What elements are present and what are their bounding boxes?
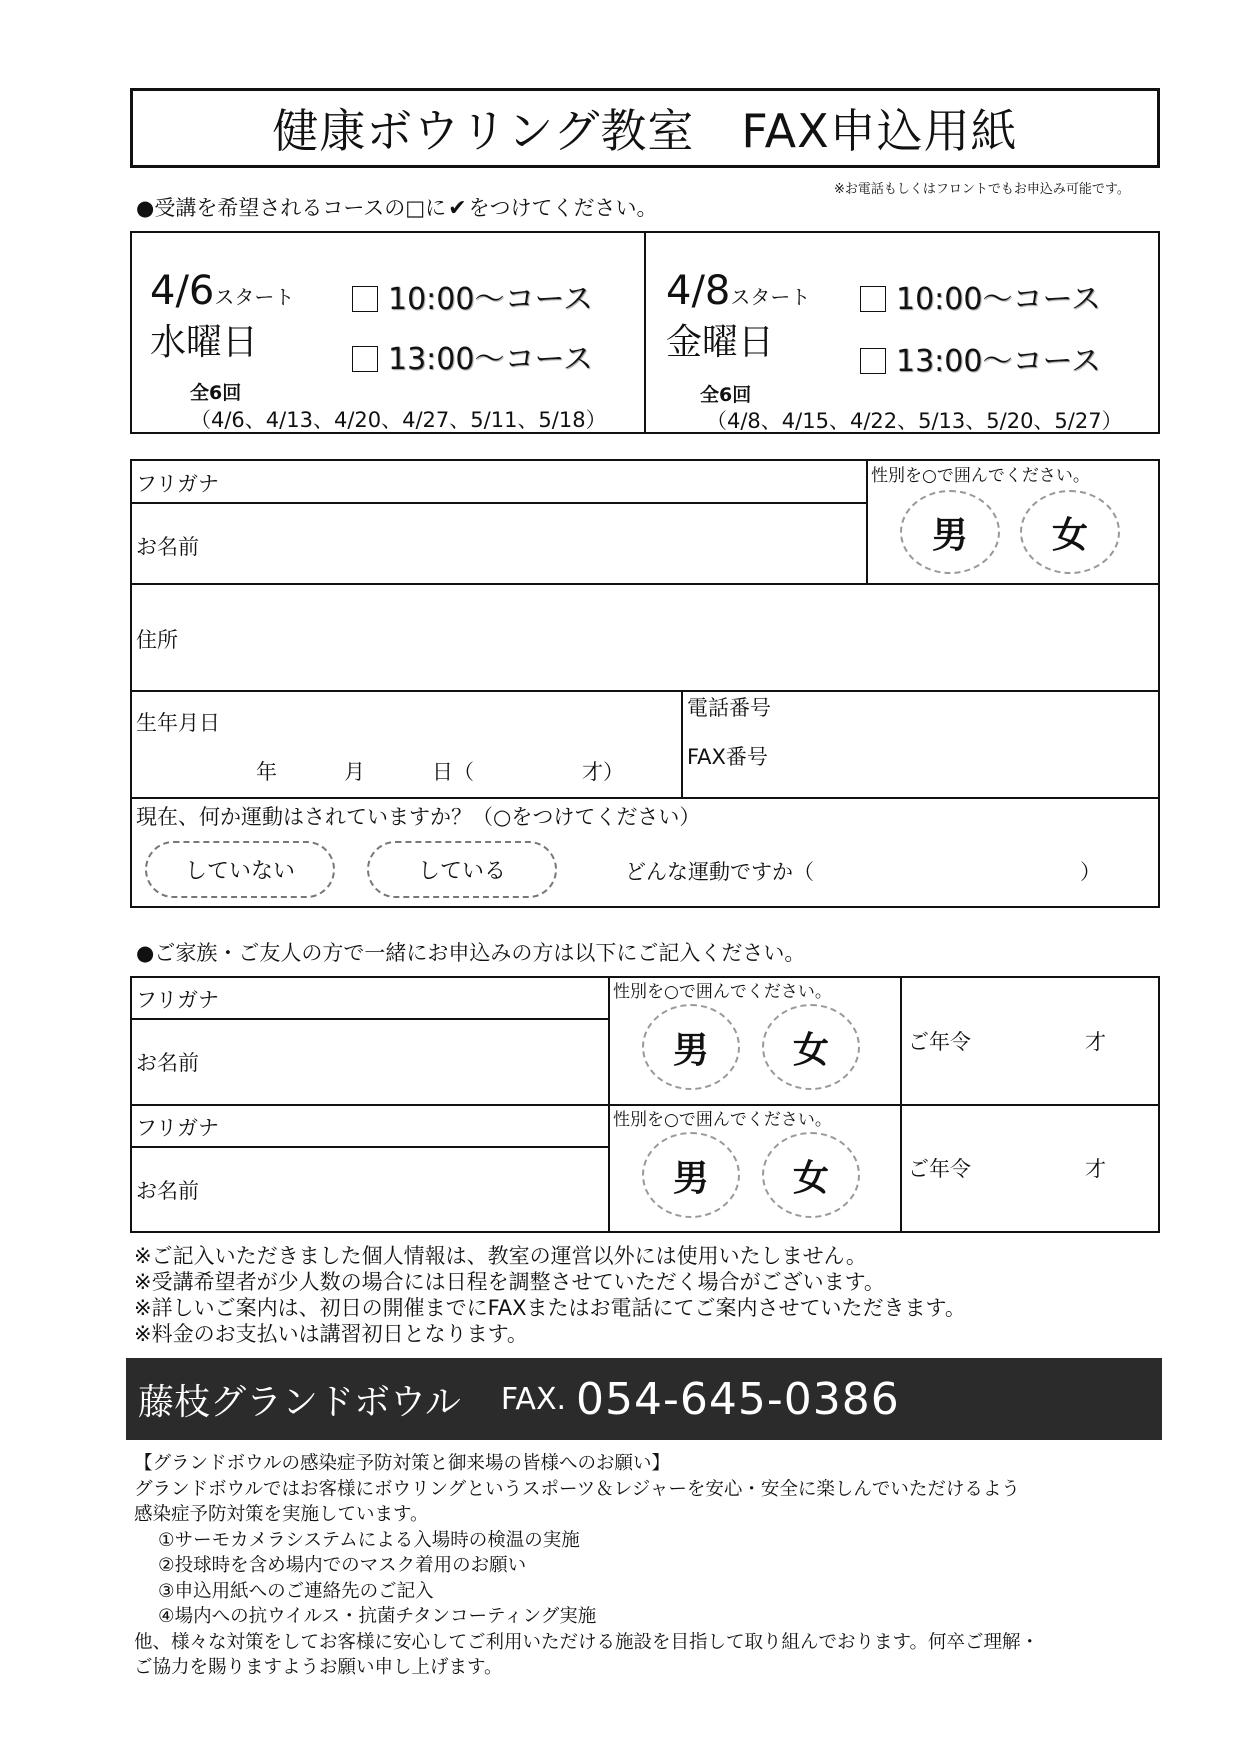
fax-number: 054-645-0386 bbox=[576, 1373, 900, 1425]
safety-item: ①サーモカメラシステムによる入場時の検温の実施 bbox=[158, 1529, 580, 1551]
birthdate-label: 生年月日 bbox=[136, 711, 220, 735]
col-line bbox=[681, 690, 683, 798]
col-line bbox=[608, 976, 610, 1233]
course-2-option-1300[interactable] bbox=[860, 336, 1101, 380]
checkbox-icon[interactable] bbox=[352, 346, 378, 372]
companion-2-female-option[interactable]: 女 bbox=[762, 1132, 860, 1218]
companion-2-age-unit: 才 bbox=[1085, 1157, 1106, 1181]
companion-1-furigana-input[interactable] bbox=[280, 979, 600, 1015]
safety-heading: 【グランドボウルの感染症予防対策と御来場の皆様へのお願い】 bbox=[134, 1453, 670, 1474]
exercise-kind-close: ） bbox=[1080, 860, 1101, 884]
fax-label: FAX番号 bbox=[687, 745, 768, 769]
address-input[interactable] bbox=[220, 588, 1150, 686]
course-2-option-1300-label: 13:00～コース bbox=[896, 344, 1101, 379]
venue-name: 藤枝グランドボウル bbox=[138, 1381, 461, 1423]
companion-2-male-option[interactable]: 男 bbox=[642, 1132, 740, 1218]
companion-2-furigana-input[interactable] bbox=[280, 1107, 600, 1143]
safety-intro-1: グランドボウルではお客様にボウリングというスポーツ＆レジャーを安心・安全に楽しんでいただけるよう bbox=[134, 1478, 1020, 1500]
fax-input[interactable] bbox=[800, 740, 1150, 776]
safety-intro-2: 感染症予防対策を実施しています。 bbox=[134, 1504, 429, 1525]
name-input[interactable] bbox=[300, 506, 860, 580]
col-line bbox=[900, 976, 902, 1233]
footer-bar bbox=[126, 1358, 1162, 1440]
note-item: ※ご記入いただきました個人情報は、教室の運営以外には使用いたしません。 bbox=[134, 1244, 867, 1268]
companion-1-age-input[interactable] bbox=[990, 1016, 1080, 1056]
companion-note: ●ご家族・ご友人の方で一緒にお申込みの方は以下にご記入ください。 bbox=[136, 941, 806, 965]
checkbox-icon[interactable] bbox=[352, 286, 378, 312]
furigana-input[interactable] bbox=[300, 462, 860, 500]
row-line bbox=[130, 502, 867, 504]
row-line bbox=[130, 1146, 609, 1148]
course-2-date bbox=[666, 268, 810, 314]
course-1-sessions: 全6回 bbox=[190, 382, 242, 404]
safety-section bbox=[134, 1451, 1039, 1681]
exercise-kind-label: どんな運動ですか（ bbox=[625, 860, 814, 884]
checkbox-icon[interactable] bbox=[860, 286, 886, 312]
course-1-date-value: 4/6 bbox=[150, 268, 215, 314]
course-1-date bbox=[150, 268, 294, 314]
companion-1-name-input[interactable] bbox=[280, 1022, 600, 1100]
birthdate-input[interactable] bbox=[140, 735, 670, 791]
furigana-label: フリガナ bbox=[136, 472, 219, 496]
course-1-option-1300[interactable] bbox=[352, 334, 593, 378]
course-2-start-label: スタート bbox=[730, 285, 811, 309]
phone-note: ※お電話もしくはフロントでもお申込み可能です。 bbox=[834, 182, 1130, 197]
col-line bbox=[866, 459, 868, 584]
note-item: ※料金のお支払いは講習初日となります。 bbox=[134, 1322, 528, 1346]
companion-1-male-option[interactable]: 男 bbox=[642, 1004, 740, 1090]
course-divider bbox=[644, 231, 646, 434]
birth-day-unit: 日（ bbox=[432, 760, 474, 784]
course-instruction-suffix: をつけてください。 bbox=[468, 196, 658, 220]
companion-1-age-unit: 才 bbox=[1085, 1030, 1106, 1054]
gender-note: 性別を○で囲んでください。 bbox=[871, 466, 1090, 486]
companion-2-name-input[interactable] bbox=[280, 1150, 600, 1228]
course-2-sessions: 全6回 bbox=[700, 384, 752, 406]
exercise-no-option[interactable]: していない bbox=[145, 841, 335, 898]
birth-year-unit: 年 bbox=[256, 760, 277, 784]
row-line bbox=[130, 1018, 609, 1020]
page-title: 健康ボウリング教室 FAX申込用紙 bbox=[130, 88, 1160, 168]
companion-2-age-input[interactable] bbox=[990, 1143, 1080, 1183]
companion-2-furigana-label: フリガナ bbox=[136, 1116, 219, 1140]
address-label: 住所 bbox=[136, 628, 178, 652]
check-icon: ✔ bbox=[448, 196, 467, 221]
gender-female-option[interactable]: 女 bbox=[1020, 490, 1120, 574]
birth-month-unit: 月 bbox=[344, 760, 365, 784]
course-1-option-1000-label: 10:00～コース bbox=[388, 282, 593, 317]
course-1-start-label: スタート bbox=[214, 285, 295, 309]
safety-closing-2: ご協力を賜りますようお願い申し上げます。 bbox=[134, 1657, 503, 1678]
note-item: ※受講希望者が少人数の場合には日程を調整させていただく場合がございます。 bbox=[134, 1270, 885, 1294]
exercise-yes-option[interactable]: している bbox=[367, 841, 557, 898]
name-label: お名前 bbox=[136, 535, 199, 559]
course-instruction-prefix: ●受講を希望されるコースの□に bbox=[136, 196, 447, 220]
note-item: ※詳しいご案内は、初日の開催までにFAXまたはお電話にてご案内させていただきます。 bbox=[134, 1296, 966, 1320]
course-2-date-value: 4/8 bbox=[666, 268, 731, 314]
exercise-kind-input[interactable] bbox=[830, 846, 1070, 890]
safety-item: ②投球時を含め場内でのマスク着用のお願い bbox=[158, 1555, 527, 1576]
companion-1-age-label: ご年令 bbox=[908, 1030, 971, 1054]
phone-input[interactable] bbox=[800, 692, 1150, 728]
course-2-option-1000-label: 10:00～コース bbox=[896, 282, 1101, 317]
gender-male-option[interactable]: 男 bbox=[900, 490, 1000, 574]
companion-1-gender-note: 性別を○で囲んでください。 bbox=[613, 982, 832, 1002]
age-unit: 才） bbox=[582, 760, 624, 784]
checkbox-icon[interactable] bbox=[860, 348, 886, 374]
course-2-option-1000[interactable] bbox=[860, 274, 1101, 318]
companion-1-name-label: お名前 bbox=[136, 1051, 199, 1075]
companion-1-female-option[interactable]: 女 bbox=[762, 1004, 860, 1090]
phone-label: 電話番号 bbox=[687, 696, 771, 720]
course-1-weekday: 水曜日 bbox=[150, 322, 259, 363]
course-1-option-1300-label: 13:00～コース bbox=[388, 342, 593, 377]
safety-closing-1: 他、様々な対策をしてお客様に安心してご利用いただける施設を目指して取り組んでおります。何卒ご理解・ bbox=[134, 1631, 1040, 1653]
companion-1-furigana-label: フリガナ bbox=[136, 988, 219, 1012]
fax-prefix: FAX. bbox=[500, 1381, 567, 1417]
safety-item: ③申込用紙へのご連絡先のご記入 bbox=[158, 1580, 434, 1602]
course-2-weekday: 金曜日 bbox=[666, 322, 775, 363]
course-1-dates: （4/6、4/13、4/20、4/27、5/11、5/18） bbox=[190, 408, 607, 432]
course-instruction bbox=[136, 192, 658, 222]
safety-item: ④場内への抗ウイルス・抗菌チタンコーティング実施 bbox=[158, 1606, 597, 1627]
companion-2-name-label: お名前 bbox=[136, 1179, 199, 1203]
companion-2-gender-note: 性別を○で囲んでください。 bbox=[613, 1110, 832, 1130]
row-line bbox=[130, 583, 1160, 585]
notes-list bbox=[134, 1243, 966, 1347]
course-1-option-1000[interactable] bbox=[352, 274, 593, 318]
exercise-question: 現在、何か運動はされていますか？（○をつけてください） bbox=[136, 805, 701, 829]
course-2-dates: （4/8、4/15、4/22、5/13、5/20、5/27） bbox=[706, 409, 1123, 433]
companion-2-age-label: ご年令 bbox=[908, 1157, 971, 1181]
row-line bbox=[130, 797, 1160, 799]
